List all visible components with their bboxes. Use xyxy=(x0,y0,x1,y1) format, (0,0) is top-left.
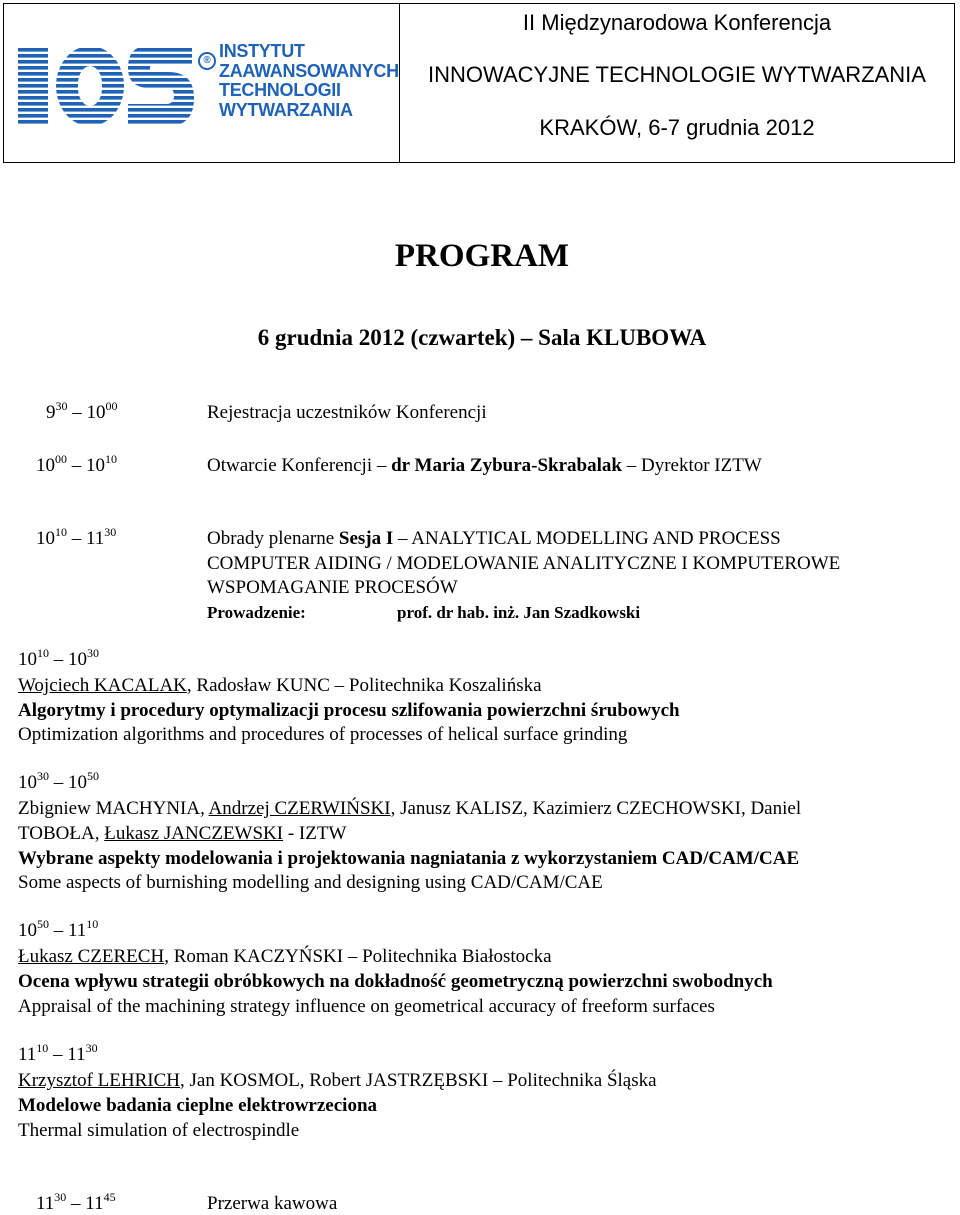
time-slot: $11^{10} - 11^{30}$ xyxy=(18,1041,98,1065)
talk-authors: Wojciech KACALAK, Radosław KUNC – Politechnika Koszalińska xyxy=(18,675,542,696)
logo-cell xyxy=(4,4,400,162)
session-title-line: WSPOMAGANIE PROCESÓW xyxy=(207,577,458,598)
session-title: Obrady plenarne Sesja I – ANALYTICAL MODELLING AND PROCESS xyxy=(207,528,781,549)
logo-line: ZAAWANSOWANYCH xyxy=(219,60,399,81)
conference-title xyxy=(400,4,954,162)
talk-title-en: Appraisal of the machining strategy influence on geometrical accuracy of freeform surfaces xyxy=(18,996,715,1017)
time-slot: $10^{30} - 10^{50}$ xyxy=(18,769,99,793)
logo-line: INSTYTUT xyxy=(219,41,305,61)
chair-label: Prowadzenie: xyxy=(207,603,306,622)
time-slot: $9^{30} - 10^{00}$ xyxy=(46,399,118,423)
registered-mark: ® xyxy=(198,52,216,70)
itw-logo-icon xyxy=(16,42,196,128)
talk-title-en: Optimization algorithms and procedures of processes of helical surface grinding xyxy=(18,724,628,745)
talk-title-pl: Modelowe badania cieplne elektrowrzeciona xyxy=(18,1095,378,1116)
talk-title-pl: Wybrane aspekty modelowania i projektowania nagniatania z wykorzystaniem CAD/CAM/CAE xyxy=(18,848,800,869)
time-slot: $10^{10} - 10^{30}$ xyxy=(18,646,99,670)
session-title-line: COMPUTER AIDING / MODELOWANIE ANALITYCZNE I KOMPUTEROWE xyxy=(207,553,841,574)
time-slot: $11^{30} - 11^{45}$ xyxy=(36,1190,116,1214)
opening-text: Otwarcie Konferencji – dr Maria Zybura-Skrabalak – Dyrektor IZTW xyxy=(207,455,762,476)
logo-name xyxy=(219,42,399,120)
conference-place-date: KRAKÓW, 6-7 grudnia 2012 xyxy=(539,115,815,140)
coffee-break-text: Przerwa kawowa xyxy=(207,1193,338,1214)
registration-text: Rejestracja uczestników Konferencji xyxy=(207,402,487,423)
talk-title-pl: Ocena wpływu strategii obróbkowych na dokładność geometryczną powierzchni swobodnych xyxy=(18,971,773,992)
page-title: PROGRAM xyxy=(394,238,570,274)
talk-authors: Zbigniew MACHYNIA, Andrzej CZERWIŃSKI, Janusz KALISZ, Kazimierz CZECHOWSKI, Daniel xyxy=(18,798,802,819)
time-slot: $10^{10} - 11^{30}$ xyxy=(36,525,117,549)
talk-authors: Łukasz CZERECH, Roman KACZYŃSKI – Politechnika Białostocka xyxy=(18,946,552,967)
talk-title-en: Thermal simulation of electrospindle xyxy=(18,1120,300,1141)
conference-edition: II Międzynarodowa Konferencja xyxy=(522,10,832,35)
day-title: 6 grudnia 2012 (czwartek) – Sala KLUBOWA xyxy=(257,325,707,350)
chair-name: prof. dr hab. inż. Jan Szadkowski xyxy=(397,603,641,622)
talk-authors: Krzysztof LEHRICH, Jan KOSMOL, Robert JASTRZĘBSKI – Politechnika Śląska xyxy=(18,1070,657,1091)
conference-name: INNOWACYJNE TECHNOLOGIE WYTWARZANIA xyxy=(428,62,926,87)
logo-line: WYTWARZANIA xyxy=(219,99,353,120)
time-slot: $10^{50} - 11^{10}$ xyxy=(18,917,99,941)
time-slot: $10^{00} - 10^{10}$ xyxy=(36,452,117,476)
talk-title-pl: Algorytmy i procedury optymalizacji procesu szlifowania powierzchni śrubowych xyxy=(18,700,680,721)
talk-title-en: Some aspects of burnishing modelling and designing using CAD/CAM/CAE xyxy=(18,872,603,893)
talk-authors-line: TOBOŁA, Łukasz JANCZEWSKI - IZTW xyxy=(18,823,347,844)
logo-line: TECHNOLOGII xyxy=(219,80,341,100)
conference-header xyxy=(3,3,955,163)
